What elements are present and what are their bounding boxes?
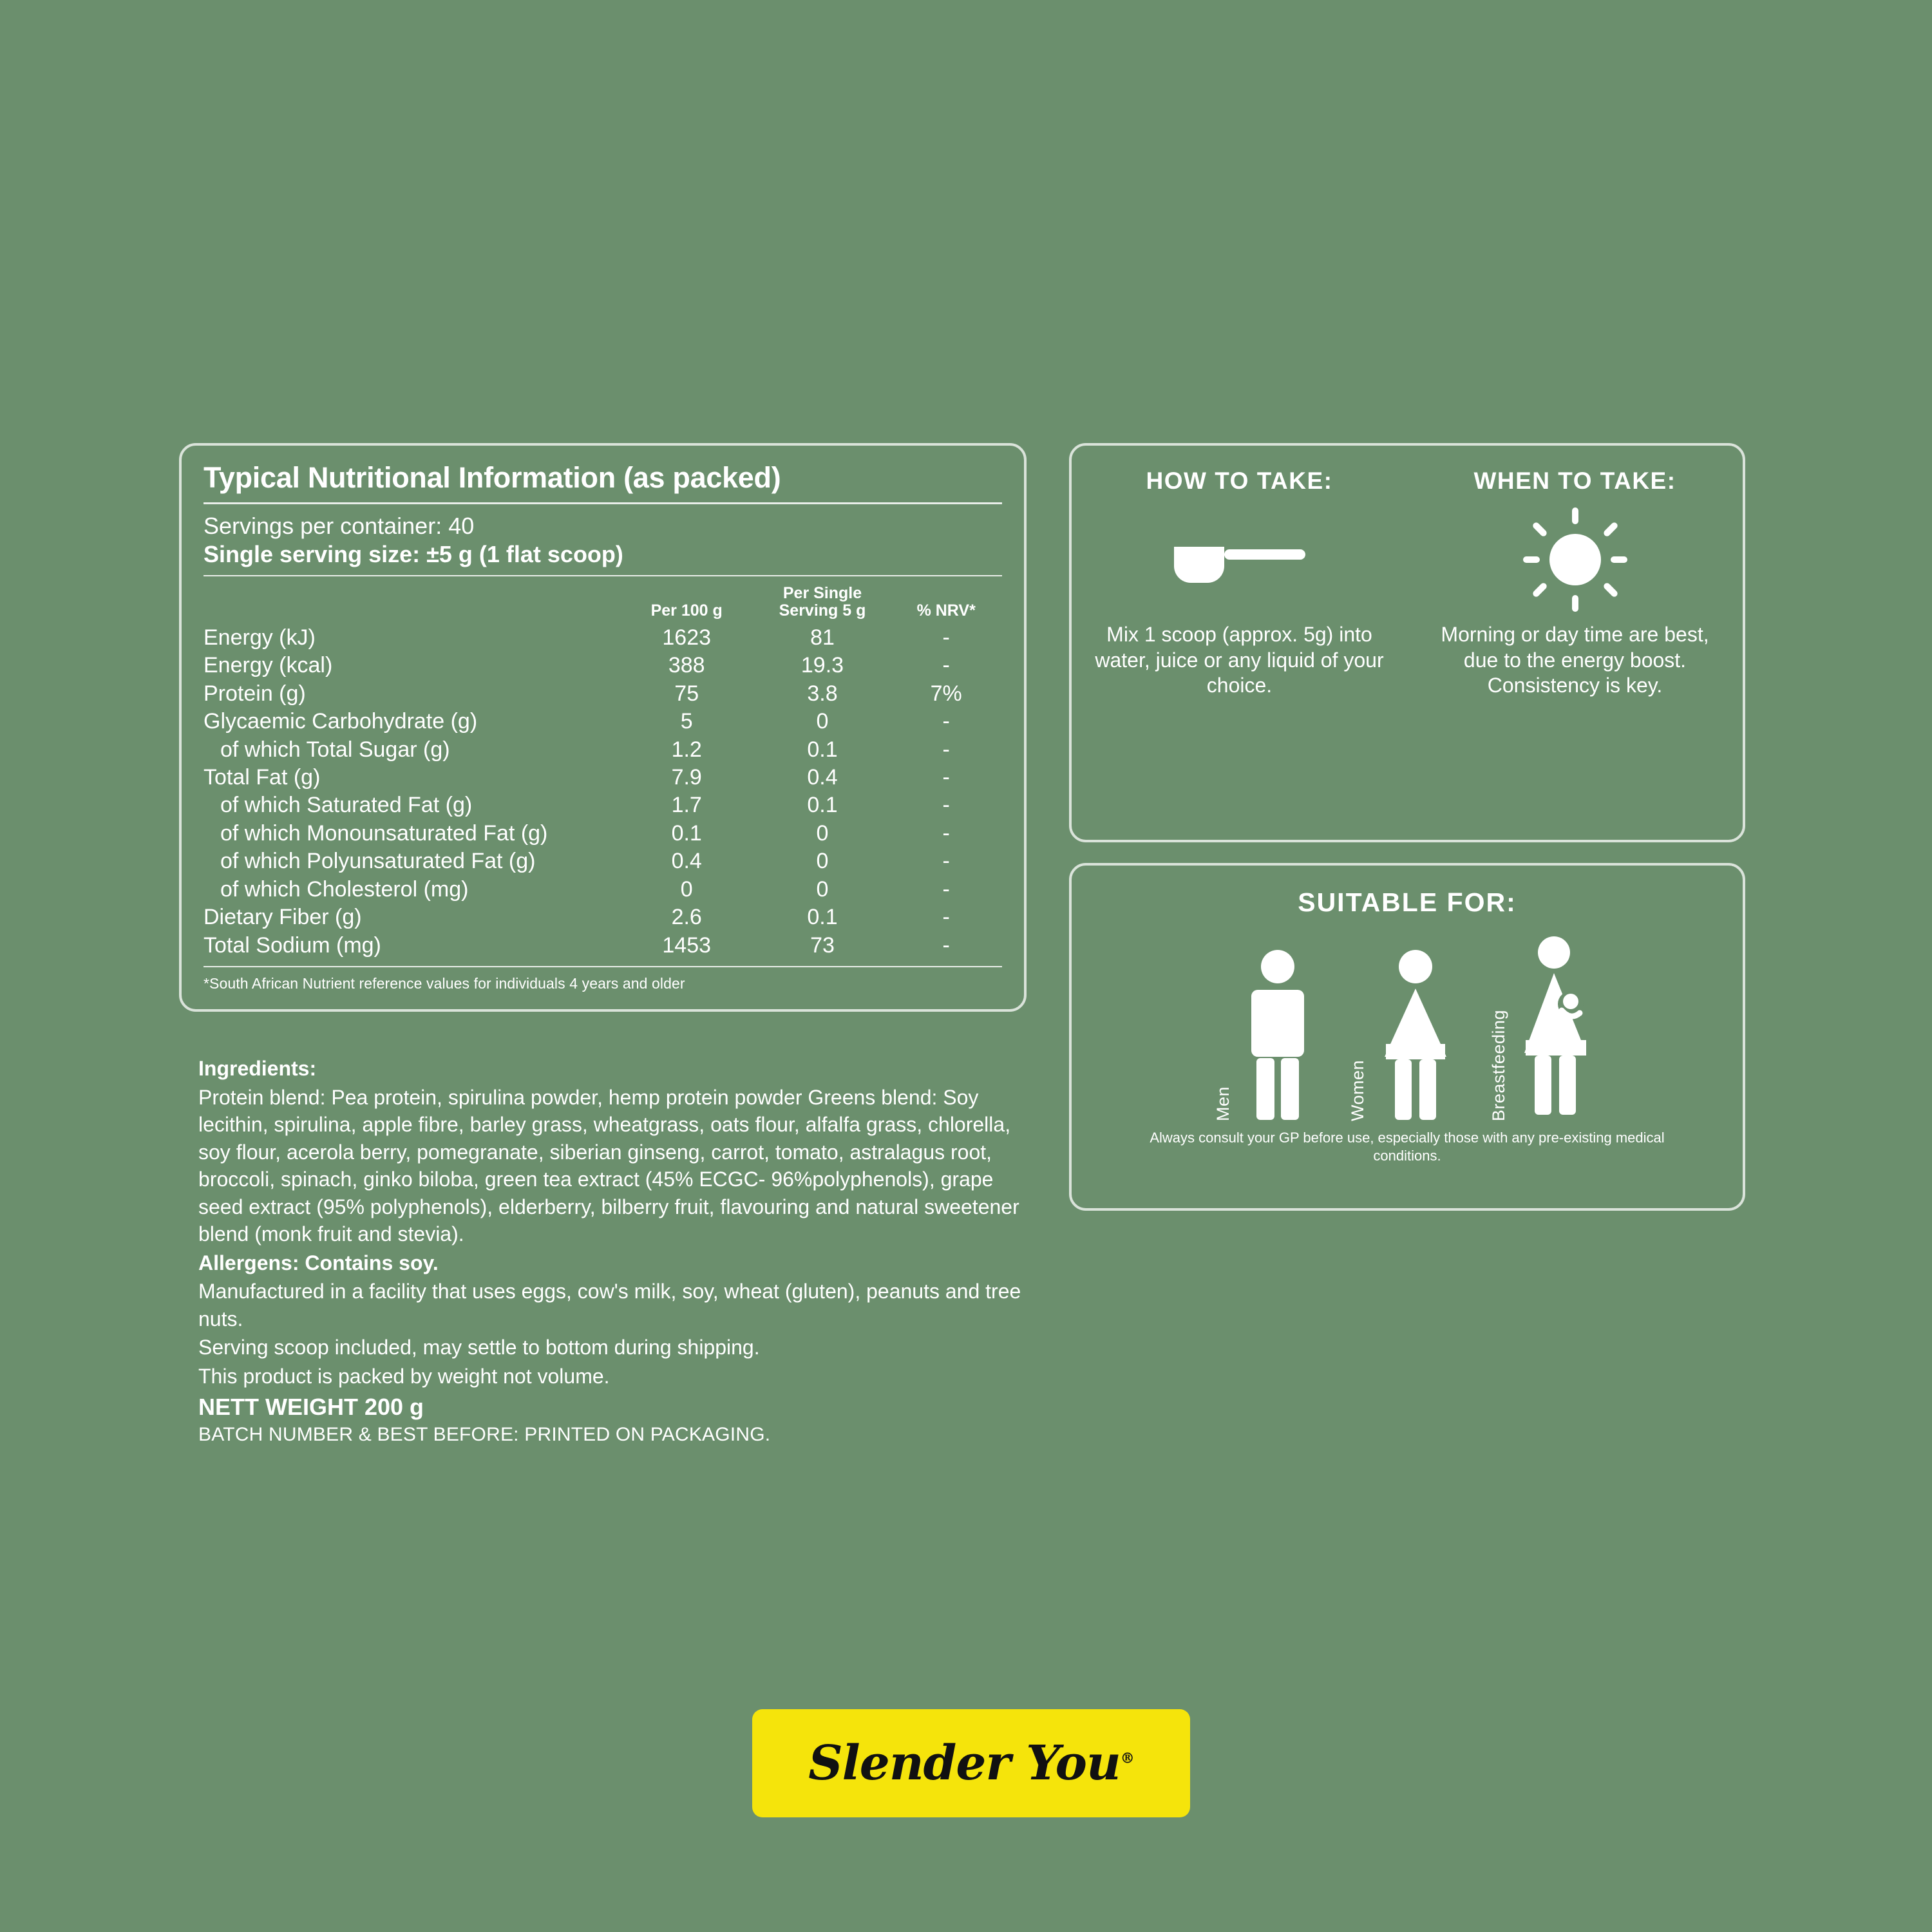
brand-logo-text bbox=[808, 1736, 1134, 1791]
suitable-figure-breastfeeding bbox=[1489, 934, 1602, 1121]
table-header-row bbox=[204, 584, 1002, 624]
column-header-per-serving-line1: Per Single bbox=[782, 583, 862, 602]
nutrient-per-serving: 0 bbox=[816, 709, 829, 734]
column-header-per-serving-line2: Serving 5 g bbox=[779, 601, 866, 620]
table-row bbox=[204, 624, 1002, 652]
nutrient-per-serving: 81 bbox=[810, 625, 835, 650]
when-to-take-title: WHEN TO TAKE: bbox=[1473, 468, 1676, 494]
nutrition-panel-title: Typical Nutritional Information (as packed) bbox=[204, 461, 781, 494]
suitable-figure-label: Men bbox=[1213, 1086, 1233, 1121]
how-to-take-text: Mix 1 scoop (approx. 5g) into water, juice or any liquid of your choice. bbox=[1095, 623, 1384, 697]
nutrient-per-serving: 0 bbox=[816, 849, 829, 874]
nutrient-label: of which Cholesterol (mg) bbox=[220, 876, 469, 902]
divider bbox=[204, 502, 1002, 504]
scoop-icon bbox=[1162, 511, 1317, 608]
nutrient-nrv: - bbox=[942, 653, 950, 678]
ingredients-section bbox=[198, 1055, 1036, 1448]
nutrient-per-serving: 0.4 bbox=[807, 765, 838, 790]
nett-weight: NETT WEIGHT 200 g bbox=[198, 1393, 424, 1420]
nutrient-label: of which Polyunsaturated Fat (g) bbox=[220, 849, 536, 874]
nutrition-footnote: *South African Nutrient reference values for individuals 4 years and older bbox=[204, 975, 685, 992]
nutrient-per-serving: 0.1 bbox=[807, 737, 838, 762]
nutrient-nrv: - bbox=[942, 737, 950, 762]
breastfeeding-figure-icon bbox=[1511, 934, 1602, 1121]
suitable-for-title: SUITABLE FOR: bbox=[1298, 887, 1517, 917]
nutrient-per-serving: 0.1 bbox=[807, 793, 838, 818]
nutrient-label: of which Monounsaturated Fat (g) bbox=[220, 820, 548, 846]
suitable-for-figures bbox=[1213, 934, 1602, 1121]
column-header-per-serving bbox=[755, 584, 891, 624]
when-to-take-section bbox=[1407, 446, 1743, 840]
column-header-per-100g: Per 100 g bbox=[650, 601, 723, 620]
table-row bbox=[204, 652, 1002, 679]
weight-note: This product is packed by weight not volume. bbox=[198, 1365, 610, 1388]
nutrient-label: Total Sodium (mg) bbox=[204, 933, 381, 958]
nutrient-per-serving: 0.1 bbox=[807, 905, 838, 930]
nutrient-label: Energy (kJ) bbox=[204, 625, 316, 650]
nutrient-nrv: - bbox=[942, 876, 950, 902]
nutrient-per-serving: 3.8 bbox=[807, 681, 838, 706]
table-row bbox=[204, 848, 1002, 875]
facility-warning: Manufactured in a facility that uses eggs, cow's milk, soy, wheat (gluten), peanuts and tree nuts. bbox=[198, 1280, 1021, 1331]
scoop-note: Serving scoop included, may settle to bottom during shipping. bbox=[198, 1336, 760, 1359]
nutrient-nrv: - bbox=[942, 905, 950, 930]
ingredients-body: Protein blend: Pea protein, spirulina powder, hemp protein powder Greens blend: Soy lecithin, spirulina, apple fibre, barley grass, wheatgrass, oats flour, alfalfa grass, chlorella, soy flour, acerola berry, pomegranate, siberian ginseng, carrot, tomato, astralagus root, broccoli, spinach, ginko biloba, green tea extract (45% ECGC- 96%polyphenols), grape seed extract (95% polyphenols), elderberry, bilberry fruit, flavouring and natural sweetener blend (monk fruit and stevia). bbox=[198, 1085, 1019, 1246]
nutrient-per-100g: 7.9 bbox=[671, 765, 702, 790]
divider bbox=[204, 575, 1002, 576]
table-row bbox=[204, 708, 1002, 735]
divider bbox=[204, 966, 1002, 967]
ingredients-heading: Ingredients: bbox=[198, 1057, 317, 1080]
table-row bbox=[204, 736, 1002, 764]
nutrient-per-serving: 0 bbox=[816, 820, 829, 846]
column-header-nrv: % NRV* bbox=[916, 601, 976, 620]
nutrient-per-serving: 19.3 bbox=[800, 653, 844, 678]
nutrient-nrv: - bbox=[942, 765, 950, 790]
nutrient-per-100g: 0 bbox=[680, 876, 693, 902]
suitable-figure-women bbox=[1348, 947, 1461, 1121]
nutrient-per-100g: 0.1 bbox=[671, 820, 702, 846]
nutrient-label: of which Saturated Fat (g) bbox=[220, 793, 473, 818]
nutrient-nrv: - bbox=[942, 933, 950, 958]
serving-size: Single serving size: ±5 g (1 flat scoop) bbox=[204, 540, 623, 567]
sun-icon bbox=[1520, 511, 1630, 608]
nutrient-per-100g: 1453 bbox=[662, 933, 712, 958]
nutrient-label: Protein (g) bbox=[204, 681, 306, 706]
batch-number-note: BATCH NUMBER & BEST BEFORE: PRINTED ON PACKAGING. bbox=[198, 1424, 771, 1446]
column-header-nutrient bbox=[204, 584, 619, 624]
nutrient-label: Dietary Fiber (g) bbox=[204, 905, 362, 930]
nutrient-per-100g: 0.4 bbox=[671, 849, 702, 874]
table-row bbox=[204, 791, 1002, 819]
allergens-text: Allergens: Contains soy. bbox=[198, 1251, 439, 1274]
table-row bbox=[204, 820, 1002, 848]
nutrient-per-serving: 73 bbox=[810, 933, 835, 958]
registered-trademark: ® bbox=[1120, 1750, 1134, 1767]
nutrient-per-100g: 388 bbox=[668, 653, 705, 678]
table-row bbox=[204, 680, 1002, 708]
nutrient-nrv: - bbox=[942, 709, 950, 734]
nutrient-per-100g: 5 bbox=[680, 709, 693, 734]
servings-per-container: Servings per container: 40 bbox=[204, 513, 475, 539]
nutrient-label: Energy (kcal) bbox=[204, 653, 333, 678]
nutrient-nrv: - bbox=[942, 820, 950, 846]
suitable-for-panel bbox=[1069, 863, 1745, 1211]
nutrient-label: Glycaemic Carbohydrate (g) bbox=[204, 709, 478, 734]
suitable-figure-label: Breastfeeding bbox=[1488, 1009, 1508, 1121]
nutrient-per-100g: 1.2 bbox=[671, 737, 702, 762]
nutrient-nrv: 7% bbox=[930, 681, 962, 706]
suitable-figure-label: Women bbox=[1347, 1059, 1367, 1121]
woman-figure-icon bbox=[1370, 947, 1461, 1121]
man-figure-icon bbox=[1236, 947, 1320, 1121]
suitable-figure-men bbox=[1213, 947, 1320, 1121]
nutrient-per-100g: 2.6 bbox=[671, 905, 702, 930]
nutrition-information-panel bbox=[179, 443, 1027, 1012]
how-and-when-to-take-panel bbox=[1069, 443, 1745, 842]
nutrient-nrv: - bbox=[942, 793, 950, 818]
suitable-for-note: Always consult your GP before use, especially those with any pre-existing medical conditions. bbox=[1150, 1130, 1665, 1164]
brand-name: Slender You bbox=[808, 1736, 1121, 1791]
table-row bbox=[204, 876, 1002, 904]
nutrient-label: Total Fat (g) bbox=[204, 765, 321, 790]
brand-logo bbox=[752, 1709, 1190, 1817]
nutrient-nrv: - bbox=[942, 849, 950, 874]
nutrient-per-serving: 0 bbox=[816, 876, 829, 902]
nutrient-per-100g: 75 bbox=[674, 681, 699, 706]
when-to-take-text: Morning or day time are best, due to the energy boost. Consistency is key. bbox=[1441, 623, 1709, 697]
nutrient-per-100g: 1.7 bbox=[671, 793, 702, 818]
nutrient-nrv: - bbox=[942, 625, 950, 650]
table-row bbox=[204, 904, 1002, 931]
how-to-take-section bbox=[1072, 446, 1407, 840]
table-row bbox=[204, 764, 1002, 791]
nutrient-label: of which Total Sugar (g) bbox=[220, 737, 450, 762]
table-row bbox=[204, 932, 1002, 960]
nutrition-table bbox=[204, 584, 1002, 960]
nutrient-per-100g: 1623 bbox=[662, 625, 712, 650]
how-to-take-title: HOW TO TAKE: bbox=[1146, 468, 1333, 494]
